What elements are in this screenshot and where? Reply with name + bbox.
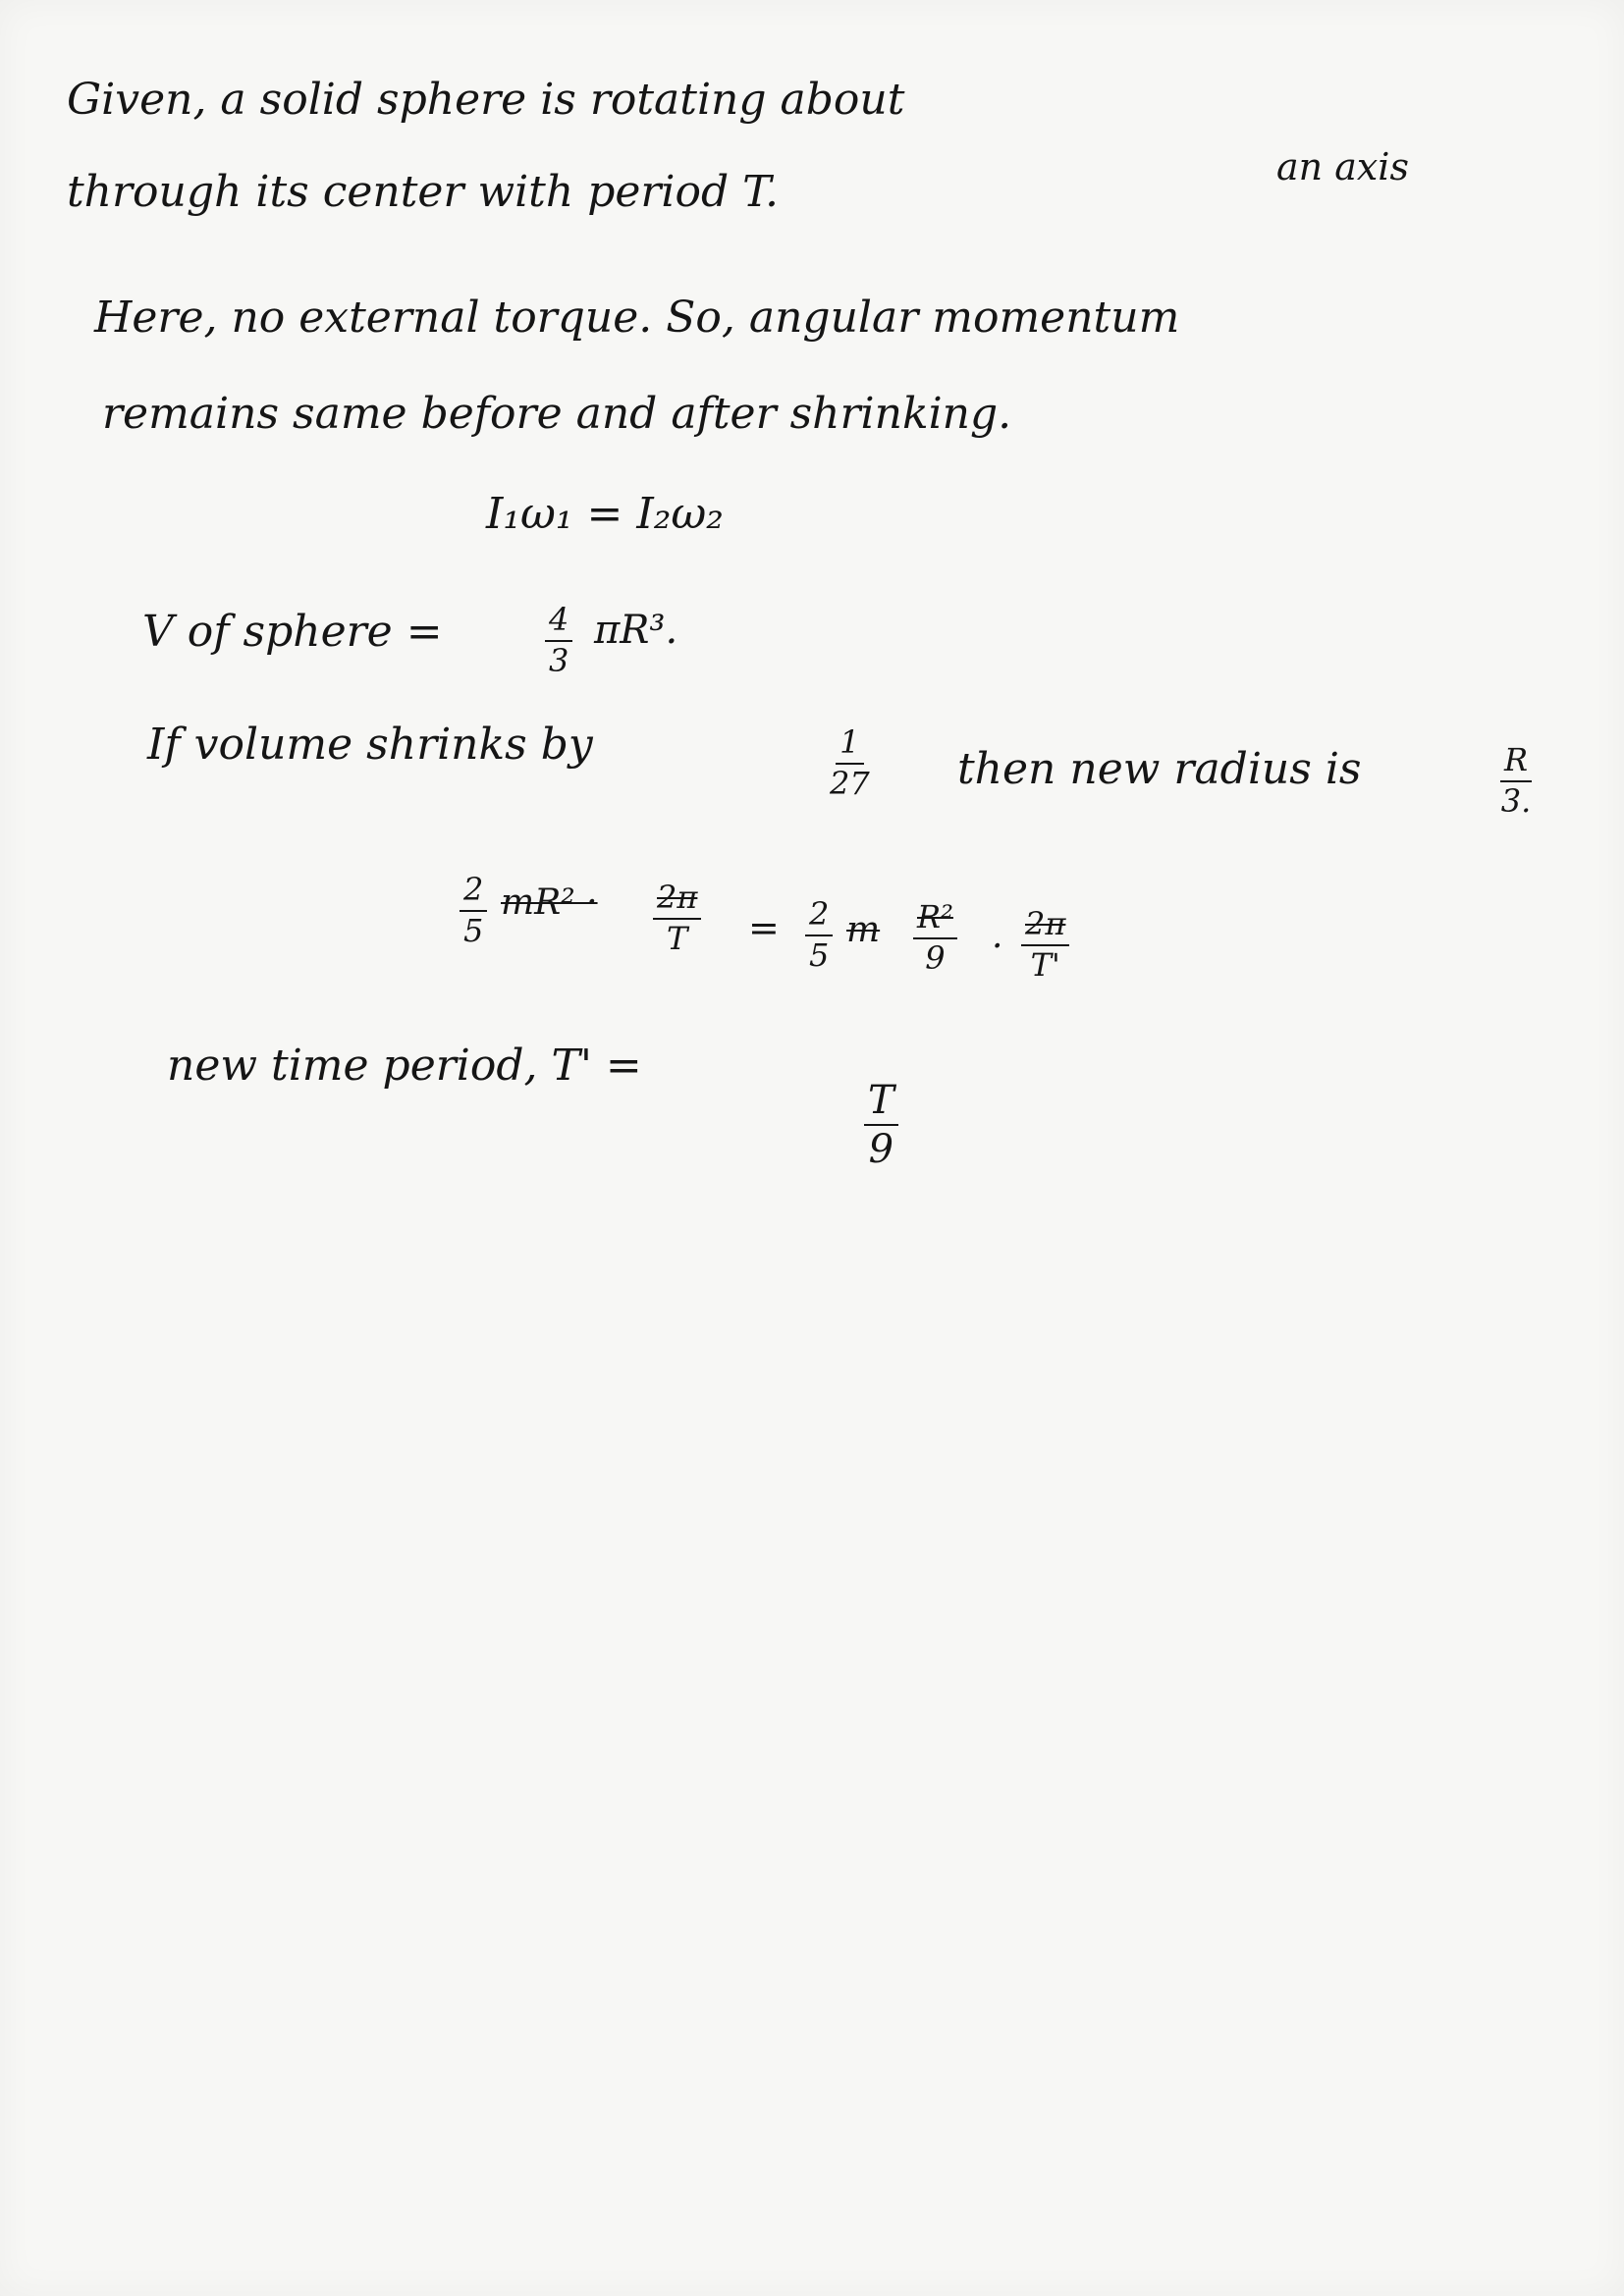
eq-left-fraction-2-denominator: T	[667, 919, 688, 957]
new-period-numerator: T	[864, 1080, 898, 1126]
eq-right-fraction-2-numerator: R²	[913, 901, 957, 939]
eq-right-dot: ·	[992, 927, 1003, 967]
eq-right-fraction-3-numerator: 2π	[1021, 908, 1069, 946]
radius-fraction	[1500, 741, 1532, 820]
shrink-fraction-numerator: 1	[836, 726, 863, 765]
eq-right-fraction-numerator: 2	[805, 898, 833, 936]
given-line-1: Given, a solid sphere is rotating about	[67, 75, 905, 125]
eq-right-fraction-2	[913, 898, 957, 977]
eq-left-fraction-2	[653, 881, 701, 955]
eq-left-fraction-numerator: 2	[460, 874, 487, 912]
shrink-text: If volume shrinks by	[147, 720, 593, 770]
here-line-1: Here, no external torque. So, angular momentum	[94, 293, 1180, 343]
eq-left-mid: mR² ·	[501, 882, 598, 923]
here-line-2: remains same before and after shrinking.	[102, 389, 1012, 439]
eq-right-fraction-3	[1021, 905, 1069, 984]
eq-right-fraction-3-denominator: T'	[1030, 945, 1060, 984]
eq-right-fraction-2-denominator: 9	[925, 938, 946, 977]
volume-fraction-numerator: 4	[545, 604, 572, 642]
radius-fraction-denominator: 3.	[1500, 781, 1532, 820]
given-line-1b: an axis	[1276, 145, 1409, 188]
volume-fraction-denominator: 3	[549, 641, 569, 679]
volume-label: V of sphere =	[142, 607, 443, 657]
eq-right-fraction	[805, 895, 833, 974]
eq-left-fraction-denominator: 5	[463, 911, 484, 949]
radius-fraction-numerator: R	[1500, 744, 1532, 782]
eq-left-fraction	[460, 871, 487, 949]
new-period-denominator: 9	[868, 1127, 894, 1172]
shrink-then-text: then new radius is	[957, 744, 1362, 794]
eq-equals: =	[748, 906, 780, 949]
eq-right-fraction-denominator: 5	[809, 935, 830, 974]
given-line-2: through its center with period T.	[67, 167, 780, 217]
shrink-fraction	[830, 723, 870, 802]
eq-right-mid: m	[846, 910, 881, 950]
new-period-label: new time period, T' =	[167, 1041, 642, 1091]
shrink-fraction-denominator: 27	[830, 764, 870, 802]
conservation-equation: I₁ω₁ = I₂ω₂	[486, 489, 724, 539]
new-period-fraction	[864, 1080, 898, 1170]
volume-fraction	[545, 601, 572, 679]
eq-left-fraction-2-numerator: 2π	[653, 881, 701, 920]
volume-rest: πR³.	[594, 608, 678, 653]
